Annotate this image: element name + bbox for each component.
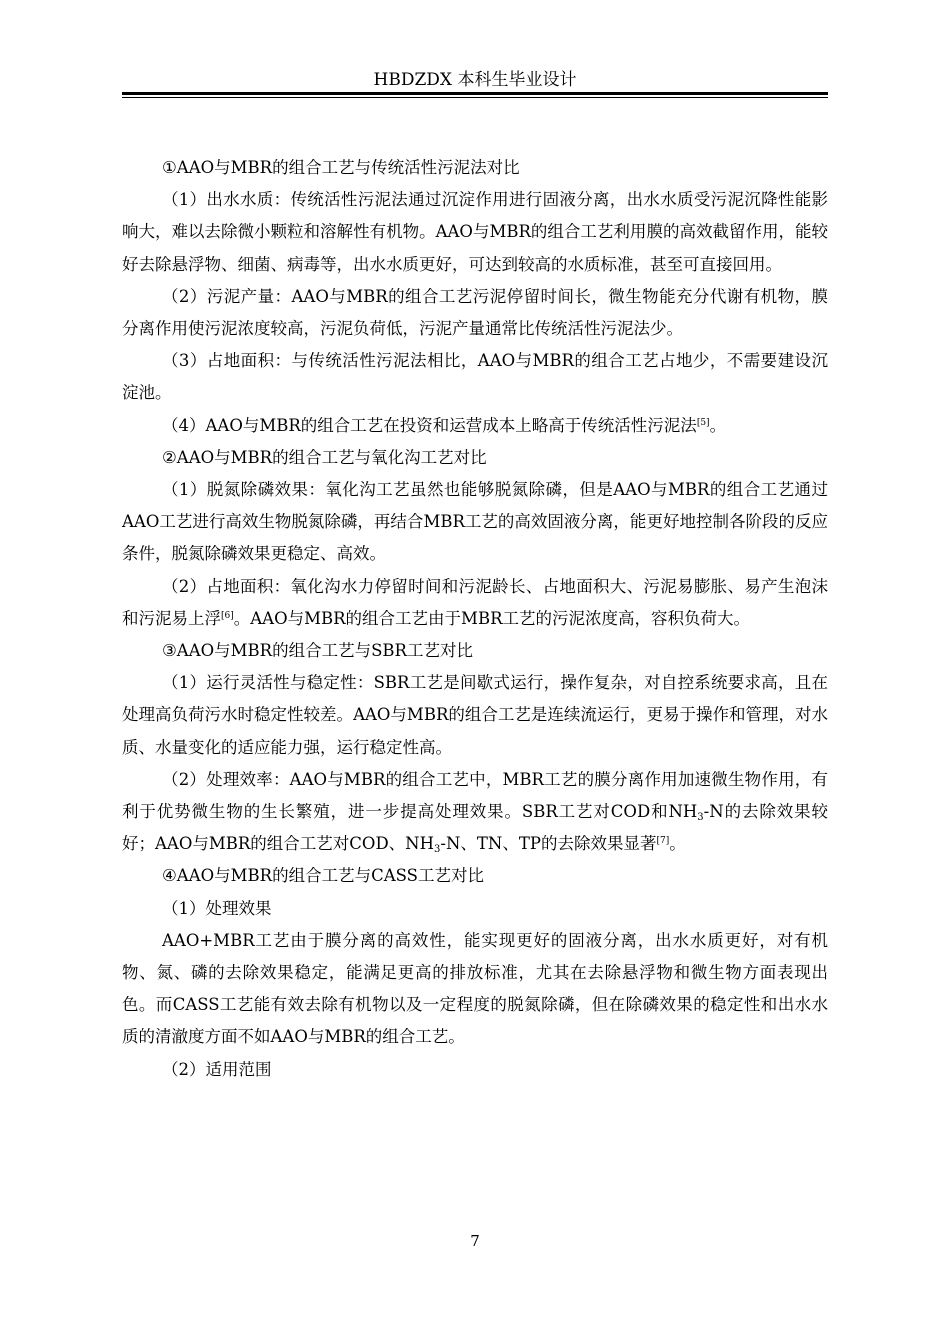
paragraph-text-b: -N的去除效果较好；AAO与MBR的组合工艺对COD、NH bbox=[122, 802, 829, 854]
page-number: 7 bbox=[470, 1232, 480, 1250]
subscript-3: 3 bbox=[697, 812, 704, 824]
paragraph-tail: 。AAO与MBR的组合工艺由于MBR工艺的污泥浓度高，容积负荷大。 bbox=[233, 608, 750, 628]
paragraph-text: （2）占地面积：氧化沟水力停留时间和污泥龄长、占地面积大、污泥易膨胀、易产生泡沫和污泥易上浮 bbox=[122, 576, 828, 628]
paragraph-sludge-yield: （2）污泥产量：AAO与MBR的组合工艺污泥停留时间长，微生物能充分代谢有机物，膜分离作用使污泥浓度较高，污泥负荷低，污泥产量通常比传统活性污泥法少。 bbox=[122, 286, 828, 339]
paragraph-cass-comparison: AAO+MBR工艺由于膜分离的高效性，能实现更好的固液分离，出水水质更好，对有机物、氮、磷的去除效果稳定，能满足更高的排放标准，尤其在去除悬浮物和微生物方面表现出色。而CASS工艺能有效去除有机物以及一定程度的脱氮除磷，但在除磷效果的稳定性和出水水质的清澈度方面不如AAO与MBR的组合工艺。 bbox=[122, 930, 828, 1047]
section-heading-3: ③AAO与MBR的组合工艺与SBR工艺对比 bbox=[162, 641, 473, 661]
paragraph-cost bbox=[122, 410, 828, 442]
paragraph-flexibility: （1）运行灵活性与稳定性：SBR工艺是间歇式运行，操作复杂，对自控系统要求高，且在处理高负荷污水时稳定性较差。AAO与MBR的组合工艺是连续流运行，更易于操作和管理，对水质、水量变化的适应能力强，运行稳定性高。 bbox=[122, 673, 828, 757]
paragraph-footprint: （3）占地面积：与传统活性污泥法相比，AAO与MBR的组合工艺占地少，不需要建设沉淀池。 bbox=[122, 351, 828, 403]
paragraph-efficiency bbox=[122, 764, 828, 861]
subheading-scope: （2）适用范围 bbox=[162, 1059, 272, 1079]
header-rule-thin bbox=[122, 97, 828, 98]
section-heading-4: ④AAO与MBR的组合工艺与CASS工艺对比 bbox=[162, 866, 484, 886]
paragraph-nitrogen-phosphorus: （1）脱氮除磷效果：氧化沟工艺虽然也能够脱氮除磷，但是AAO与MBR的组合工艺通过AAO工艺进行高效生物脱氮除磷，再结合MBR工艺的高效固液分离，能更好地控制各阶段的反应条件，脱氮除磷效果更稳定、高效。 bbox=[122, 480, 828, 564]
paragraph-text-c: -N、TN、TP的去除效果显著 bbox=[440, 834, 657, 854]
section-heading-2: ②AAO与MBR的组合工艺与氧化沟工艺对比 bbox=[162, 447, 487, 467]
header-rule-thick bbox=[122, 92, 828, 95]
paragraph-effluent-quality: （1）出水水质：传统活性污泥法通过沉淀作用进行固液分离，出水水质受污泥沉降性能影响大，难以去除微小颗粒和溶解性有机物。AAO与MBR的组合工艺利用膜的高效截留作用，能较好去除悬浮物、细菌、病毒等，出水水质更好，可达到较高的水质标准，甚至可直接回用。 bbox=[122, 190, 828, 274]
paragraph-tail: 。 bbox=[669, 834, 686, 854]
paragraph-text-a: （2）处理效率：AAO与MBR的组合工艺中，MBR工艺的膜分离作用加速微生物作用，有利于优势微生物的生长繁殖，进一步提高处理效果。SBR工艺对COD和NH bbox=[122, 769, 828, 822]
paragraph-oxidation-ditch-footprint bbox=[122, 571, 828, 635]
subheading-treatment-effect: （1）处理效果 bbox=[162, 898, 272, 918]
paragraph-text: （4）AAO与MBR的组合工艺在投资和运营成本上略高于传统活性污泥法 bbox=[162, 415, 697, 435]
paragraph-tail: 。 bbox=[709, 415, 727, 435]
running-header: HBDZDX 本科生毕业设计 bbox=[373, 70, 577, 90]
citation-5: [5] bbox=[696, 417, 710, 428]
citation-6: [6] bbox=[221, 610, 234, 621]
subscript-3: 3 bbox=[434, 844, 441, 856]
section-heading-1: ①AAO与MBR的组合工艺与传统活性污泥法对比 bbox=[162, 158, 520, 177]
citation-7: [7] bbox=[656, 836, 670, 847]
body-text bbox=[122, 152, 828, 1086]
